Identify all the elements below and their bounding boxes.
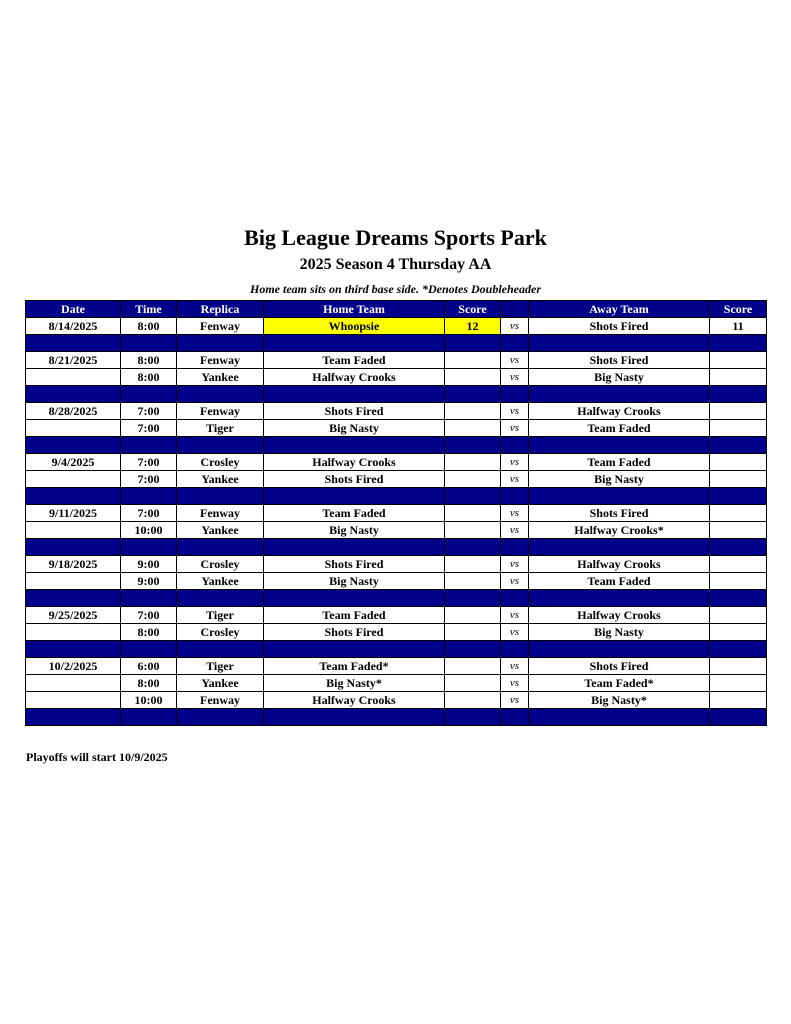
home-score [445, 692, 501, 709]
away-score [710, 692, 767, 709]
game-replica: Yankee [177, 369, 264, 386]
column-header-away-score: Score [710, 301, 767, 318]
separator-cell [177, 590, 264, 607]
game-time: 7:00 [121, 454, 177, 471]
separator-cell [710, 539, 767, 556]
page-subtitle: 2025 Season 4 Thursday AA [299, 256, 492, 273]
column-header-replica: Replica [177, 301, 264, 318]
column-header-home-score: Score [445, 301, 501, 318]
away-score [710, 505, 767, 522]
away-team: Big Nasty* [529, 692, 710, 709]
separator-cell [121, 590, 177, 607]
week-separator-row [26, 709, 767, 726]
separator-cell [445, 709, 501, 726]
separator-cell [264, 709, 445, 726]
table-row [26, 403, 767, 420]
separator-cell [264, 437, 445, 454]
separator-cell [710, 709, 767, 726]
game-time: 10:00 [121, 692, 177, 709]
table-row [26, 573, 767, 590]
schedule-table [25, 300, 767, 726]
vs-label: vs [501, 505, 529, 522]
vs-label: vs [501, 607, 529, 624]
game-date: 8/14/2025 [26, 318, 121, 335]
home-score [445, 505, 501, 522]
separator-cell [121, 709, 177, 726]
game-replica: Fenway [177, 403, 264, 420]
separator-cell [445, 386, 501, 403]
away-score [710, 420, 767, 437]
away-team: Shots Fired [529, 318, 710, 335]
home-score [445, 352, 501, 369]
separator-cell [529, 709, 710, 726]
game-replica: Fenway [177, 318, 264, 335]
game-replica: Yankee [177, 522, 264, 539]
away-score [710, 369, 767, 386]
table-row [26, 505, 767, 522]
away-team: Big Nasty [529, 624, 710, 641]
separator-cell [501, 437, 529, 454]
separator-cell [264, 641, 445, 658]
away-team: Shots Fired [529, 352, 710, 369]
away-score [710, 658, 767, 675]
separator-cell [710, 437, 767, 454]
game-replica: Tiger [177, 607, 264, 624]
table-header-row [26, 301, 767, 318]
game-time: 7:00 [121, 471, 177, 488]
game-time: 10:00 [121, 522, 177, 539]
separator-cell [710, 488, 767, 505]
game-date: 8/21/2025 [26, 352, 121, 369]
separator-cell [121, 488, 177, 505]
home-score [445, 624, 501, 641]
game-replica: Yankee [177, 573, 264, 590]
game-time: 7:00 [121, 420, 177, 437]
game-replica: Tiger [177, 658, 264, 675]
column-header-time: Time [121, 301, 177, 318]
home-score [445, 658, 501, 675]
separator-cell [264, 488, 445, 505]
game-date: 10/2/2025 [26, 658, 121, 675]
home-team: Big Nasty [264, 573, 445, 590]
away-team: Halfway Crooks [529, 556, 710, 573]
game-date [26, 675, 121, 692]
separator-cell [26, 709, 121, 726]
game-date: 9/11/2025 [26, 505, 121, 522]
away-team: Big Nasty [529, 471, 710, 488]
separator-cell [501, 335, 529, 352]
separator-cell [121, 386, 177, 403]
game-time: 8:00 [121, 352, 177, 369]
week-separator-row [26, 488, 767, 505]
separator-cell [264, 335, 445, 352]
away-team: Team Faded* [529, 675, 710, 692]
home-score [445, 607, 501, 624]
separator-cell [26, 539, 121, 556]
home-score [445, 556, 501, 573]
week-separator-row [26, 437, 767, 454]
separator-cell [121, 539, 177, 556]
separator-cell [445, 641, 501, 658]
separator-cell [264, 539, 445, 556]
table-row [26, 318, 767, 335]
vs-label: vs [501, 556, 529, 573]
separator-cell [529, 539, 710, 556]
game-replica: Fenway [177, 692, 264, 709]
away-score [710, 471, 767, 488]
game-time: 7:00 [121, 505, 177, 522]
away-team: Team Faded [529, 573, 710, 590]
separator-cell [529, 488, 710, 505]
table-row [26, 454, 767, 471]
vs-label: vs [501, 352, 529, 369]
separator-cell [177, 335, 264, 352]
game-replica: Yankee [177, 675, 264, 692]
game-time: 9:00 [121, 573, 177, 590]
game-time: 7:00 [121, 607, 177, 624]
home-team: Team Faded [264, 607, 445, 624]
separator-cell [529, 641, 710, 658]
column-header-home-team: Home Team [264, 301, 445, 318]
away-team: Halfway Crooks [529, 607, 710, 624]
separator-cell [529, 590, 710, 607]
vs-label: vs [501, 420, 529, 437]
schedule-note: Home team sits on third base side. *Denotes Doubleheader [250, 282, 541, 296]
table-row [26, 522, 767, 539]
vs-label: vs [501, 318, 529, 335]
game-date [26, 692, 121, 709]
home-score [445, 369, 501, 386]
home-team: Halfway Crooks [264, 692, 445, 709]
away-team: Halfway Crooks [529, 403, 710, 420]
separator-cell [264, 590, 445, 607]
separator-cell [26, 590, 121, 607]
home-team: Big Nasty [264, 522, 445, 539]
column-header-away-team: Away Team [529, 301, 710, 318]
game-time: 8:00 [121, 318, 177, 335]
separator-cell [26, 386, 121, 403]
game-date [26, 522, 121, 539]
vs-label: vs [501, 403, 529, 420]
column-header-date: Date [26, 301, 121, 318]
table-row [26, 352, 767, 369]
separator-cell [121, 335, 177, 352]
page-title: Big League Dreams Sports Park [244, 225, 547, 250]
table-row [26, 675, 767, 692]
separator-cell [501, 488, 529, 505]
separator-cell [121, 437, 177, 454]
home-score [445, 420, 501, 437]
vs-label: vs [501, 369, 529, 386]
away-score [710, 556, 767, 573]
week-separator-row [26, 539, 767, 556]
game-date: 8/28/2025 [26, 403, 121, 420]
separator-cell [121, 641, 177, 658]
home-score [445, 675, 501, 692]
separator-cell [177, 641, 264, 658]
home-team: Big Nasty [264, 420, 445, 437]
table-row [26, 658, 767, 675]
game-date: 9/4/2025 [26, 454, 121, 471]
game-time: 8:00 [121, 369, 177, 386]
home-score [445, 522, 501, 539]
week-separator-row [26, 386, 767, 403]
vs-label: vs [501, 471, 529, 488]
game-replica: Tiger [177, 420, 264, 437]
home-team: Team Faded* [264, 658, 445, 675]
vs-label: vs [501, 522, 529, 539]
separator-cell [445, 437, 501, 454]
separator-cell [445, 335, 501, 352]
vs-label: vs [501, 658, 529, 675]
separator-cell [445, 539, 501, 556]
table-row [26, 369, 767, 386]
separator-cell [177, 539, 264, 556]
week-separator-row [26, 641, 767, 658]
separator-cell [26, 437, 121, 454]
home-score [445, 471, 501, 488]
separator-cell [529, 335, 710, 352]
away-score [710, 573, 767, 590]
away-score [710, 454, 767, 471]
separator-cell [710, 335, 767, 352]
game-time: 7:00 [121, 403, 177, 420]
away-score: 11 [710, 318, 767, 335]
game-replica: Yankee [177, 471, 264, 488]
away-score [710, 607, 767, 624]
separator-cell [501, 709, 529, 726]
away-team: Team Faded [529, 420, 710, 437]
game-date: 9/25/2025 [26, 607, 121, 624]
table-row [26, 420, 767, 437]
away-score [710, 675, 767, 692]
separator-cell [26, 335, 121, 352]
separator-cell [26, 641, 121, 658]
home-team: Shots Fired [264, 471, 445, 488]
separator-cell [501, 539, 529, 556]
table-row [26, 624, 767, 641]
separator-cell [501, 386, 529, 403]
game-date [26, 573, 121, 590]
game-replica: Crosley [177, 556, 264, 573]
home-team: Halfway Crooks [264, 454, 445, 471]
home-team: Team Faded [264, 505, 445, 522]
separator-cell [501, 641, 529, 658]
home-score [445, 403, 501, 420]
home-team: Shots Fired [264, 624, 445, 641]
table-row [26, 556, 767, 573]
game-date [26, 471, 121, 488]
separator-cell [177, 488, 264, 505]
separator-cell [710, 641, 767, 658]
separator-cell [501, 590, 529, 607]
week-separator-row [26, 335, 767, 352]
away-score [710, 624, 767, 641]
schedule-body [26, 318, 767, 726]
vs-label: vs [501, 675, 529, 692]
away-score [710, 352, 767, 369]
home-score [445, 454, 501, 471]
away-team: Shots Fired [529, 658, 710, 675]
game-date [26, 420, 121, 437]
game-time: 8:00 [121, 675, 177, 692]
separator-cell [445, 590, 501, 607]
separator-cell [445, 488, 501, 505]
separator-cell [529, 386, 710, 403]
away-team: Shots Fired [529, 505, 710, 522]
vs-label: vs [501, 692, 529, 709]
away-score [710, 522, 767, 539]
table-row [26, 607, 767, 624]
separator-cell [177, 437, 264, 454]
separator-cell [710, 386, 767, 403]
game-date [26, 369, 121, 386]
game-replica: Fenway [177, 352, 264, 369]
game-replica: Crosley [177, 454, 264, 471]
separator-cell [177, 386, 264, 403]
home-team: Big Nasty* [264, 675, 445, 692]
week-separator-row [26, 590, 767, 607]
game-replica: Crosley [177, 624, 264, 641]
game-date: 9/18/2025 [26, 556, 121, 573]
game-replica: Fenway [177, 505, 264, 522]
home-team: Team Faded [264, 352, 445, 369]
separator-cell [710, 590, 767, 607]
vs-label: vs [501, 454, 529, 471]
away-score [710, 403, 767, 420]
separator-cell [529, 437, 710, 454]
separator-cell [264, 386, 445, 403]
home-team: Shots Fired [264, 556, 445, 573]
away-team: Team Faded [529, 454, 710, 471]
table-row [26, 692, 767, 709]
separator-cell [26, 488, 121, 505]
separator-cell [177, 709, 264, 726]
away-team: Halfway Crooks* [529, 522, 710, 539]
home-team: Shots Fired [264, 403, 445, 420]
column-header-vs [501, 301, 529, 318]
home-team: Halfway Crooks [264, 369, 445, 386]
game-time: 8:00 [121, 624, 177, 641]
game-time: 9:00 [121, 556, 177, 573]
home-team: Whoopsie [264, 318, 445, 335]
footer-note: Playoffs will start 10/9/2025 [26, 750, 168, 764]
home-score [445, 573, 501, 590]
home-score: 12 [445, 318, 501, 335]
game-time: 6:00 [121, 658, 177, 675]
away-team: Big Nasty [529, 369, 710, 386]
vs-label: vs [501, 624, 529, 641]
game-date [26, 624, 121, 641]
table-row [26, 471, 767, 488]
vs-label: vs [501, 573, 529, 590]
